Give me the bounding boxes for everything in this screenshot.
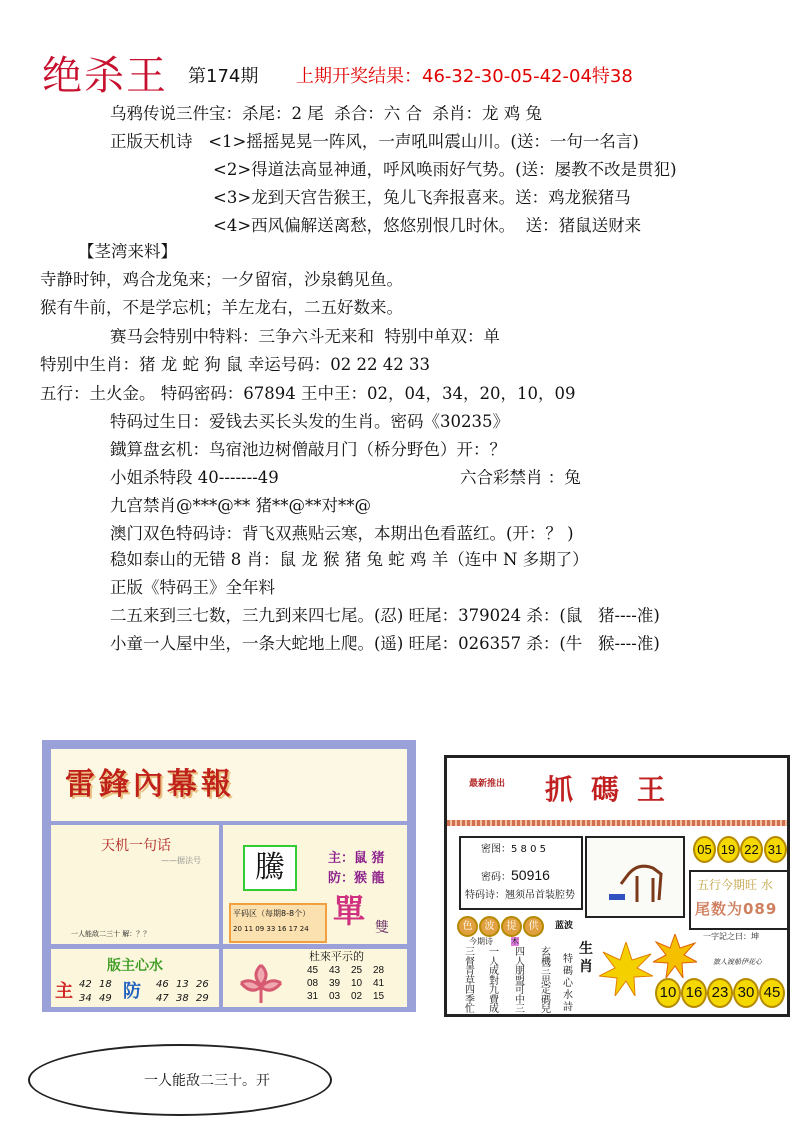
text-line: 乌鸦传说三件宝：杀尾：2 尾 杀合：六 合 杀肖：龙 鸡 兔	[110, 104, 542, 123]
number-ball: 16	[681, 978, 707, 1008]
zhu-text: 主：鼠 猪	[328, 851, 385, 866]
number-ball: 31	[764, 836, 787, 863]
grid-number: 45	[307, 965, 319, 976]
mima-value: 50916	[511, 867, 550, 883]
number-ball: 10	[655, 978, 681, 1008]
number-ball: 30	[733, 978, 759, 1008]
zhu-num: 18	[99, 979, 112, 990]
chip: 色	[457, 916, 478, 937]
banzhu-heading: 版主心水	[107, 958, 163, 974]
number-ball: 23	[707, 978, 733, 1008]
text-line: 猴有牛前，不是学忘机；羊左龙右，二五好数来。	[40, 298, 403, 317]
text-line: 二五来到三七数，三九到来四七尾。(忍) 旺尾：379024 杀：(鼠 猪----准)	[110, 606, 660, 625]
mima-box	[459, 836, 583, 910]
grid-number: 31	[307, 991, 319, 1002]
tianji-heading: 天机一句话	[101, 838, 171, 854]
number-ball: 05	[693, 836, 716, 863]
grid-number: 41	[373, 978, 385, 989]
text-line: 澳门双色特码诗：背飞双燕贴云寒，本期出色看蓝红。(开：？ )	[110, 524, 574, 543]
fang-num: 38	[176, 993, 189, 1004]
text-line: 正版《特码王》全年料	[110, 578, 275, 597]
number-ball: 45	[759, 978, 785, 1008]
ping-nums: 20 11 09 33 16 17 24	[233, 925, 309, 933]
shuang-text: 雙	[375, 920, 389, 936]
starburst-icon	[653, 934, 697, 978]
jinqi-mark: 木	[511, 937, 519, 946]
fang-num: 29	[196, 993, 209, 1004]
shuhua: 旅人渡船伊花心	[713, 958, 762, 966]
page-title: 绝杀王	[42, 53, 168, 99]
fang-label: 防	[123, 981, 141, 1002]
poem: 特码诗：翘须吊首装腔势	[465, 890, 575, 901]
leifeng-panel	[42, 740, 416, 1012]
poem-col: 四人朋盟可中三	[515, 947, 525, 1015]
number-ball: 22	[740, 836, 763, 863]
text-line: 特码过生日：爱钱去买长头发的生肖。密码《30235》	[110, 412, 509, 431]
yizi: 一字記之曰：坤	[703, 932, 759, 941]
banzhu-box	[47, 945, 223, 1012]
ping-label: 平码区（每期8-8个）	[233, 909, 311, 918]
number-grid-box	[219, 945, 411, 1012]
grid-number: 08	[307, 978, 319, 989]
tianji-sub: ——据法号	[161, 856, 201, 865]
text-line: 稳如泰山的无错 8 肖：鼠 龙 猴 猪 兔 蛇 鸡 羊（连中 N 多期了）	[110, 550, 589, 569]
grid-number: 25	[351, 965, 363, 976]
divider	[447, 820, 787, 826]
chip: 供	[523, 916, 544, 937]
cloud-text: 一人能敌二三十。开	[144, 1073, 270, 1089]
tianji-note: 一人能敌二三十 解：？？	[71, 930, 151, 938]
text-line: <3>龙到天宫告猴王，兔儿飞奔报喜来。送：鸡龙猴猪马	[213, 188, 631, 207]
text-line: 五行：土火金。 特码密码：67894 王中王：02，04，34，20，10，09	[40, 384, 576, 403]
dan-text: 單	[333, 892, 366, 930]
flower-icon	[231, 961, 291, 1005]
shengxiao: 生肖	[579, 941, 593, 975]
jinqi-label: 今期诗	[469, 937, 493, 946]
new-tag: 最新推出	[469, 779, 506, 789]
text-line: <2>得道法高显神通，呼风唤雨好气势。(送：屡教不改是贯犯)	[213, 160, 677, 179]
fang-text: 防：猴 龍	[328, 871, 385, 886]
text-line: 寺静时钟，鸡合龙兔来；一夕留宿，沙泉鹤见鱼。	[40, 270, 403, 289]
wuxing: 五行今期旺 水	[697, 878, 773, 892]
grid-number: 28	[373, 965, 385, 976]
ping-area	[229, 903, 327, 943]
grid-title: 杜來平示的	[309, 950, 364, 963]
grid-number: 02	[351, 991, 363, 1002]
poem-col: 三督青草四季忙	[465, 947, 475, 1015]
grid-number: 03	[329, 991, 341, 1002]
tianji-box	[47, 821, 223, 948]
section-heading: 【茎湾来料】	[78, 242, 177, 261]
poem-col: 玄機三思定碼兒	[541, 947, 551, 1015]
text-line: <4>西风偏解送离愁，悠悠别恨几时休。 送：猪鼠送财来	[213, 216, 642, 235]
zhu-num: 49	[99, 993, 112, 1004]
number-ball: 19	[717, 836, 740, 863]
mima-label: 密码：	[481, 872, 511, 883]
text-line: 小姐杀特段 40-------49	[110, 468, 279, 487]
starburst-icon	[599, 942, 653, 996]
zhu-label: 主	[55, 981, 73, 1002]
text-line: 六合彩禁肖 ：兔	[460, 468, 581, 487]
text-line: 小童一人屋中坐，一条大蛇地上爬。(遥) 旺尾：026357 杀：(牛 猴----准)	[110, 634, 660, 653]
poem-col: 一人成對九費成	[489, 947, 499, 1015]
grid-number: 43	[329, 965, 341, 976]
chip: 波	[479, 916, 500, 937]
xinshui: 特碼心水詩	[563, 954, 573, 1013]
fang-num: 13	[176, 979, 189, 990]
big-char: 騰	[243, 845, 297, 891]
panel-title: 抓碼王	[545, 773, 684, 806]
text-line: 鐡算盘玄机：鸟宿池边树僧敲月门（桥分野色）开：？	[110, 440, 506, 459]
grid-number: 10	[351, 978, 363, 989]
grid-number: 39	[329, 978, 341, 989]
text-line: 赛马会特别中特料：三争六斗无来和 特别中单双：单	[110, 327, 500, 346]
ping-box	[219, 821, 411, 948]
chip-extra: 蓝波	[555, 921, 574, 931]
fang-num: 47	[156, 993, 169, 1004]
title-box	[47, 745, 411, 825]
speech-cloud	[28, 1044, 332, 1116]
mitu: 密图：5 8 0 5	[481, 844, 546, 855]
text-line: 特别中生肖：猪 龙 蛇 狗 鼠 幸运号码：02 22 42 33	[40, 355, 430, 374]
zhu-num: 34	[79, 993, 92, 1004]
text-line: 九宫禁肖@***@** 猪**@**对**@	[110, 496, 371, 515]
last-result: 上期开奖结果：46-32-30-05-42-04特38	[296, 66, 633, 87]
zhuamawang-panel	[444, 755, 790, 1017]
fang-num: 26	[196, 979, 209, 990]
text-line: 正版天机诗 <1>摇摇晃晃一阵风，一声吼叫震山川。(送：一句一名言)	[110, 132, 639, 151]
fang-num: 46	[156, 979, 169, 990]
issue-number: 第174期	[188, 66, 259, 87]
horse-picture	[585, 836, 685, 918]
zhu-num: 42	[79, 979, 92, 990]
weishu: 尾数为089	[695, 900, 778, 918]
chip: 提	[501, 916, 522, 937]
grid-number: 15	[373, 991, 385, 1002]
number-grid	[307, 965, 395, 1003]
wuxing-box	[689, 870, 789, 930]
panel-title: 雷鋒內幕報	[65, 767, 235, 802]
